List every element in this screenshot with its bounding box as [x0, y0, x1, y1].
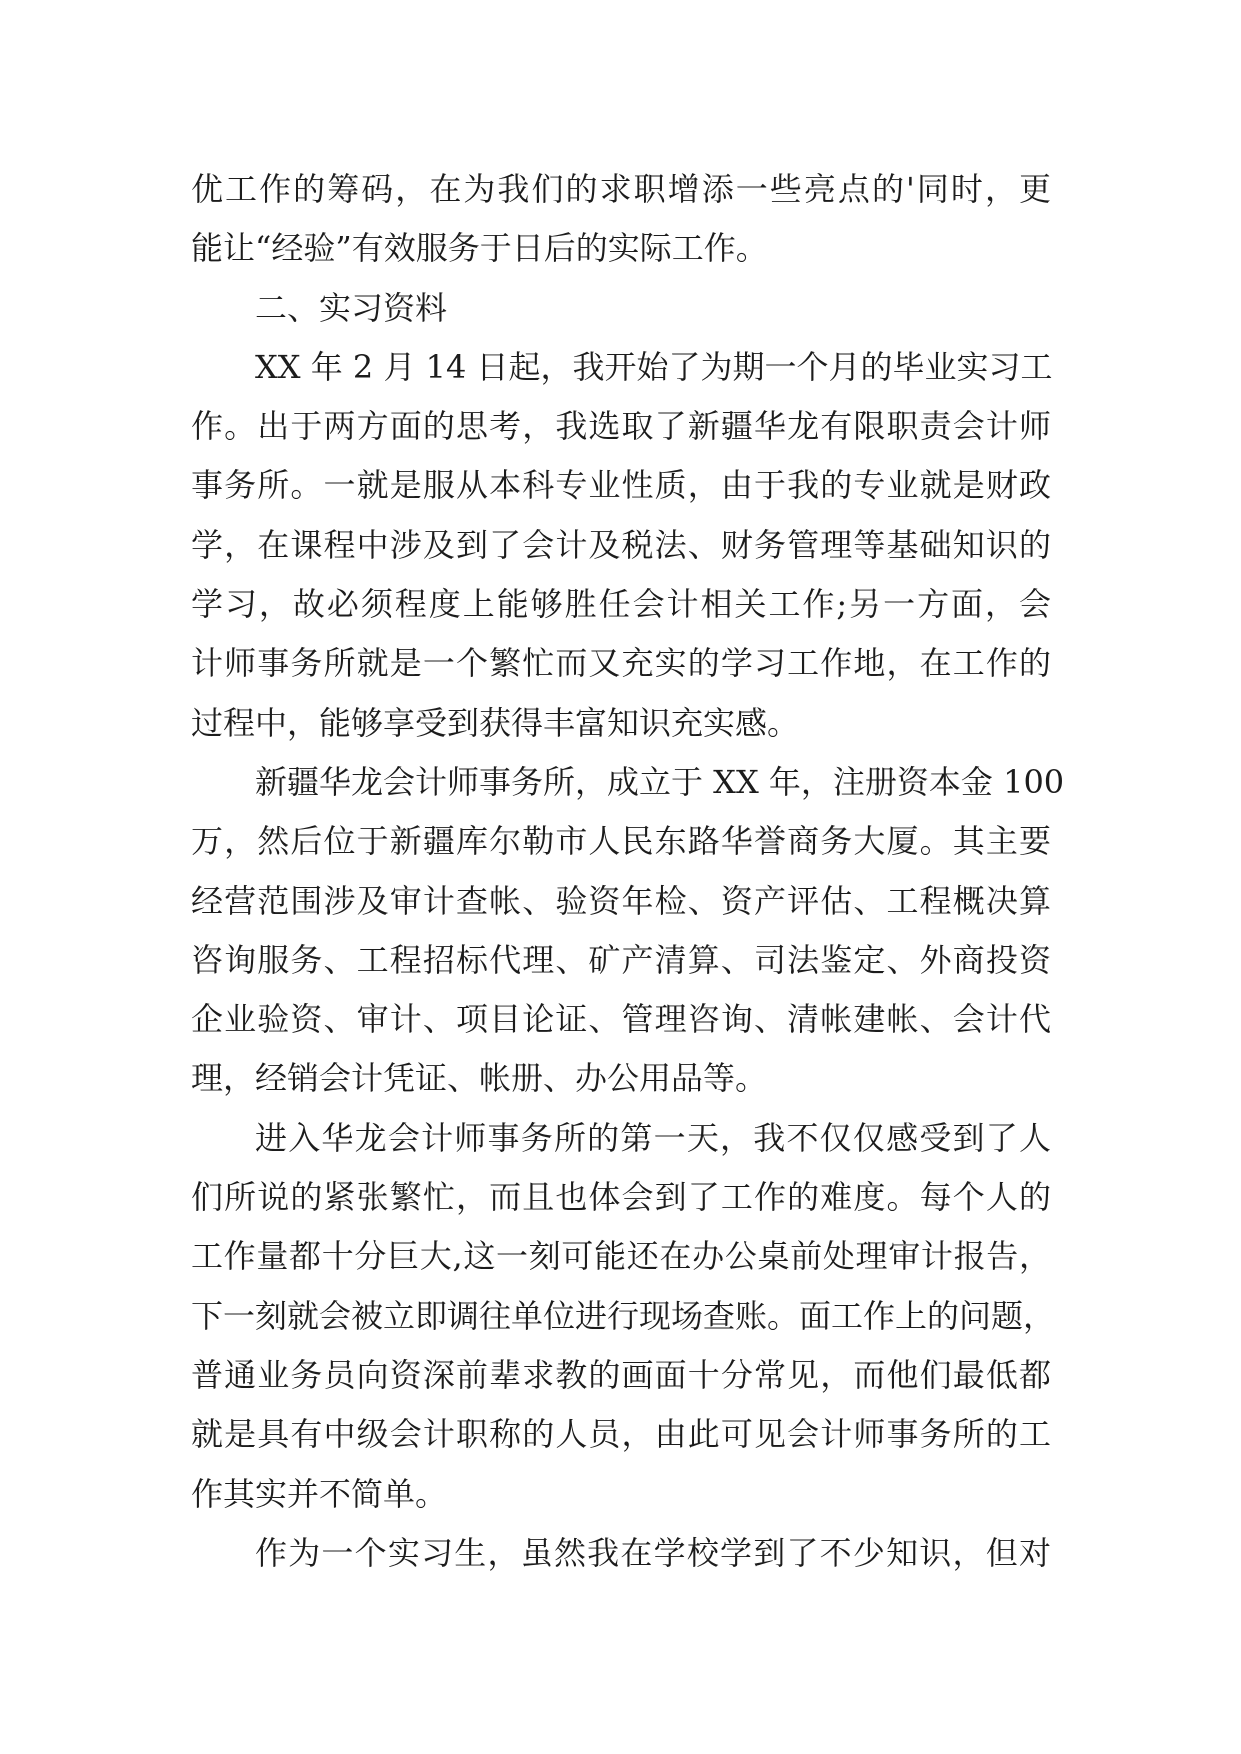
text-line: 进入华龙会计师事务所的第一天，我不仅仅感受到了人: [255, 1118, 1051, 1157]
text-line: 万，然后位于新疆库尔勒市人民东路华誉商务大厦。其主要: [191, 822, 1051, 861]
text-line: 咨询服务、工程招标代理、矿产清算、司法鉴定、外商投资: [191, 940, 1051, 979]
text-line: 就是具有中级会计职称的人员，由此可见会计师事务所的工: [191, 1415, 1051, 1454]
text-line: 计师事务所就是一个繁忙而又充实的学习工作地，在工作的: [191, 644, 1051, 683]
text-line: 优工作的筹码，在为我们的求职增添一些亮点的'同时，更: [191, 170, 1051, 208]
text-line: 企业验资、审计、项目论证、管理咨询、清帐建帐、会计代: [191, 1000, 1051, 1039]
text-line: 学习，故必须程度上能够胜任会计相关工作;另一方面，会: [191, 585, 1051, 624]
text-line: 工作量都十分巨大,这一刻可能还在办公桌前处理审计报告，: [191, 1237, 1051, 1276]
text-line: 下一刻就会被立即调往单位进行现场查账。面工作上的问题，: [191, 1296, 1056, 1335]
text-line: 学，在课程中涉及到了会计及税法、财务管理等基础知识的: [191, 525, 1051, 564]
text-line: 过程中，能够享受到获得丰富知识充实感。: [191, 703, 800, 742]
text-line: 理，经销会计凭证、帐册、办公用品等。: [191, 1059, 768, 1098]
text-line: 能让“经验”有效服务于日后的实际工作。: [191, 229, 768, 268]
text-line: 事务所。一就是服从本科专业性质，由于我的专业就是财政: [191, 466, 1051, 505]
text-line: 作为一个实习生，虽然我在学校学到了不少知识，但对: [255, 1533, 1051, 1572]
text-line: 作其实并不简单。: [191, 1474, 448, 1513]
text-line: 普通业务员向资深前辈求教的画面十分常见，而他们最低都: [191, 1355, 1051, 1394]
text-line: 新疆华龙会计师事务所，成立于 XX 年，注册资本金 100: [255, 762, 1065, 801]
text-line: 作。出于两方面的思考，我选取了新疆华龙有限职责会计师: [191, 407, 1051, 446]
text-line: 经营范围涉及审计查帐、验资年检、资产评估、工程概决算: [191, 881, 1051, 920]
text-line: 们所说的紧张繁忙，而且也体会到了工作的难度。每个人的: [191, 1178, 1051, 1217]
text-line: XX 年 2 月 14 日起，我开始了为期一个月的毕业实习工: [255, 347, 1053, 386]
body-text: [191, 160, 1065, 1583]
section-heading: 二、实习资料: [255, 288, 448, 327]
